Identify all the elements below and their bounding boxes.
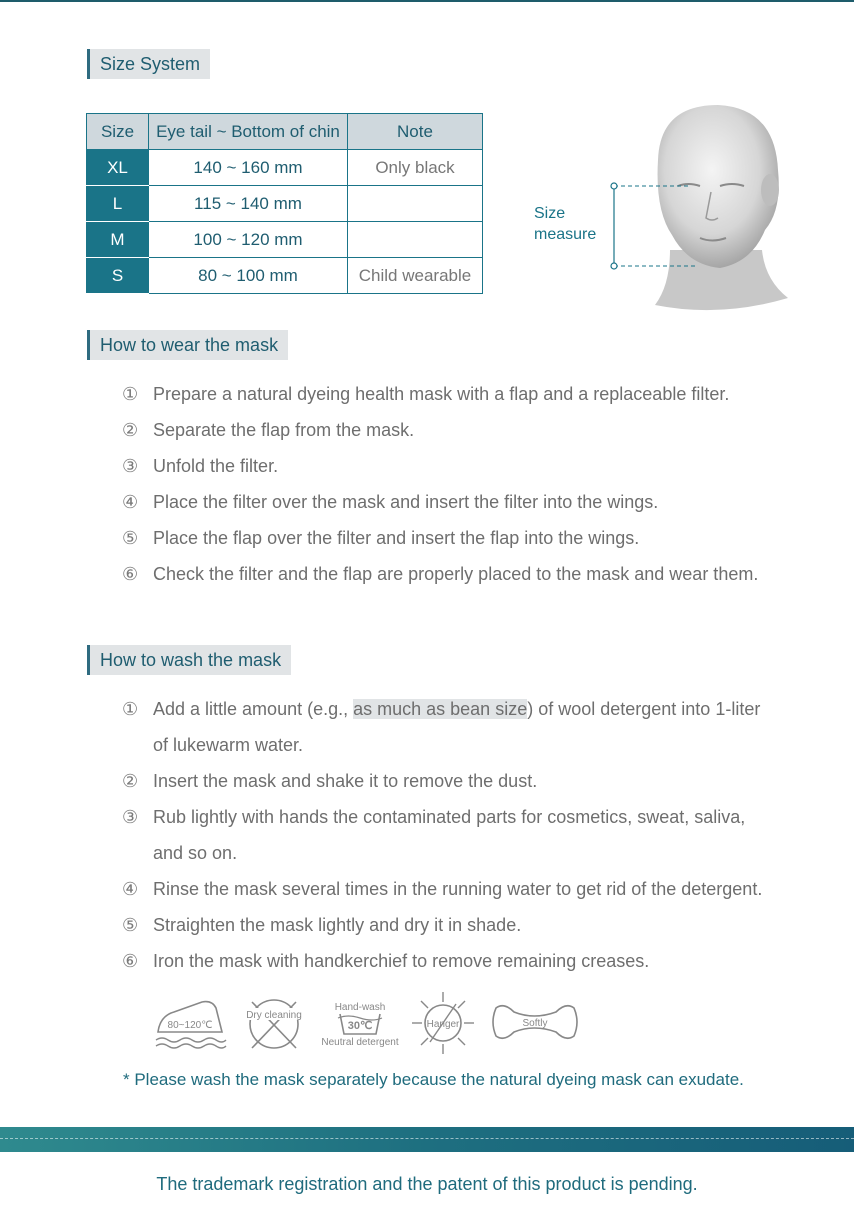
size-system-header bbox=[87, 49, 210, 79]
hand-wash-icon bbox=[314, 990, 406, 1052]
list-item bbox=[122, 520, 812, 556]
header-note: Note bbox=[348, 114, 483, 150]
size-system-title: Size System bbox=[100, 54, 201, 74]
note-cell: Only black bbox=[348, 150, 483, 186]
step-number: ① bbox=[122, 384, 139, 404]
hand-wash-sub: Neutral detergent bbox=[321, 1037, 399, 1048]
iron-label: 80~120℃ bbox=[167, 1020, 213, 1031]
note-cell bbox=[348, 222, 483, 258]
step-number: ⑤ bbox=[122, 528, 139, 548]
hand-wash-label: Hand-wash bbox=[334, 1002, 386, 1013]
step-text: Insert the mask and shake it to remove the dust. bbox=[153, 771, 538, 791]
measure-label-line1: Size bbox=[534, 205, 566, 222]
step-text bbox=[153, 691, 812, 727]
step-number: ② bbox=[122, 771, 139, 791]
list-item bbox=[122, 871, 812, 907]
step-text: Prepare a natural dyeing health mask with a flap and a replaceable filter. bbox=[153, 384, 730, 404]
wash-title: How to wash the mask bbox=[100, 650, 282, 670]
table-row bbox=[87, 258, 483, 294]
step-number: ④ bbox=[122, 879, 139, 899]
size-measure-label bbox=[534, 203, 596, 245]
table-header-row bbox=[87, 114, 483, 150]
step-number: ⑥ bbox=[122, 951, 139, 971]
size-cell: L bbox=[87, 186, 149, 222]
wash-note: * Please wash the mask separately because the natural dyeing mask can exudate. bbox=[123, 1070, 744, 1089]
step-text: Rub lightly with hands the contaminated parts for cosmetics, sweat, saliva, bbox=[153, 807, 746, 827]
list-item bbox=[122, 448, 812, 484]
no-dry-cleaning-icon bbox=[244, 990, 304, 1052]
wash-steps bbox=[122, 691, 812, 979]
range-cell: 100 ~ 120 mm bbox=[149, 222, 348, 258]
step-text: Separate the flap from the mask. bbox=[153, 420, 415, 440]
step-text-continued: and so on. bbox=[153, 843, 238, 863]
step-text-part: ) of wool detergent into 1-liter bbox=[527, 699, 761, 719]
note-cell bbox=[348, 186, 483, 222]
iron-icon bbox=[152, 990, 228, 1052]
list-item bbox=[122, 763, 812, 799]
hand-wash-temp: 30℃ bbox=[347, 1020, 373, 1032]
list-item bbox=[122, 799, 812, 871]
highlighted-text: as much as bean size bbox=[353, 699, 528, 719]
step-text: Place the flap over the filter and insert the flap into the wings. bbox=[153, 528, 640, 548]
range-cell: 140 ~ 160 mm bbox=[149, 150, 348, 186]
note-cell: Child wearable bbox=[348, 258, 483, 294]
step-text: Rinse the mask several times in the running water to get rid of the detergent. bbox=[153, 879, 763, 899]
step-number: ③ bbox=[122, 807, 139, 827]
table-row bbox=[87, 222, 483, 258]
step-text: Iron the mask with handkerchief to remove remaining creases. bbox=[153, 951, 650, 971]
care-icons bbox=[152, 990, 582, 1056]
range-cell: 80 ~ 100 mm bbox=[149, 258, 348, 294]
step-text: Straighten the mask lightly and dry it in shade. bbox=[153, 915, 522, 935]
list-item bbox=[122, 412, 812, 448]
wear-title: How to wear the mask bbox=[100, 335, 279, 355]
wash-header bbox=[87, 645, 291, 675]
step-number: ④ bbox=[122, 492, 139, 512]
step-text: Place the filter over the mask and insert the filter into the wings. bbox=[153, 492, 659, 512]
list-item bbox=[122, 556, 812, 592]
list-item bbox=[122, 907, 812, 943]
step-number: ③ bbox=[122, 456, 139, 476]
header-range: Eye tail ~ Bottom of chin bbox=[149, 114, 348, 150]
list-item bbox=[122, 691, 812, 763]
range-cell: 115 ~ 140 mm bbox=[149, 186, 348, 222]
size-cell: M bbox=[87, 222, 149, 258]
softly-wring-icon bbox=[490, 990, 580, 1052]
list-item bbox=[122, 376, 812, 412]
top-rule bbox=[0, 0, 854, 2]
trademark-notice: The trademark registration and the patent of this product is pending. bbox=[156, 1174, 698, 1194]
shade-dry-icon bbox=[410, 990, 476, 1056]
list-item bbox=[122, 943, 812, 979]
table-row bbox=[87, 150, 483, 186]
wear-header bbox=[87, 330, 288, 360]
step-text-continued: of lukewarm water. bbox=[153, 735, 304, 755]
header-size: Size bbox=[87, 114, 149, 150]
step-number: ⑤ bbox=[122, 915, 139, 935]
footer-band bbox=[0, 1127, 854, 1152]
step-number: ⑥ bbox=[122, 564, 139, 584]
size-cell: XL bbox=[87, 150, 149, 186]
hanger-label: Hanger bbox=[426, 1019, 460, 1030]
step-text: Check the filter and the flap are properly placed to the mask and wear them. bbox=[153, 564, 759, 584]
step-number: ② bbox=[122, 420, 139, 440]
size-table bbox=[86, 113, 483, 294]
dry-cleaning-label: Dry cleaning bbox=[246, 1010, 302, 1021]
step-number: ① bbox=[122, 699, 139, 719]
table-row bbox=[87, 186, 483, 222]
step-text: Unfold the filter. bbox=[153, 456, 279, 476]
footer-dashed-line bbox=[0, 1138, 854, 1139]
size-cell: S bbox=[87, 258, 149, 294]
step-text-part: Add a little amount (e.g., bbox=[153, 699, 354, 719]
softly-label: Softly bbox=[522, 1018, 548, 1029]
list-item bbox=[122, 484, 812, 520]
measure-label-line2: measure bbox=[534, 226, 597, 243]
wear-steps bbox=[122, 376, 812, 592]
